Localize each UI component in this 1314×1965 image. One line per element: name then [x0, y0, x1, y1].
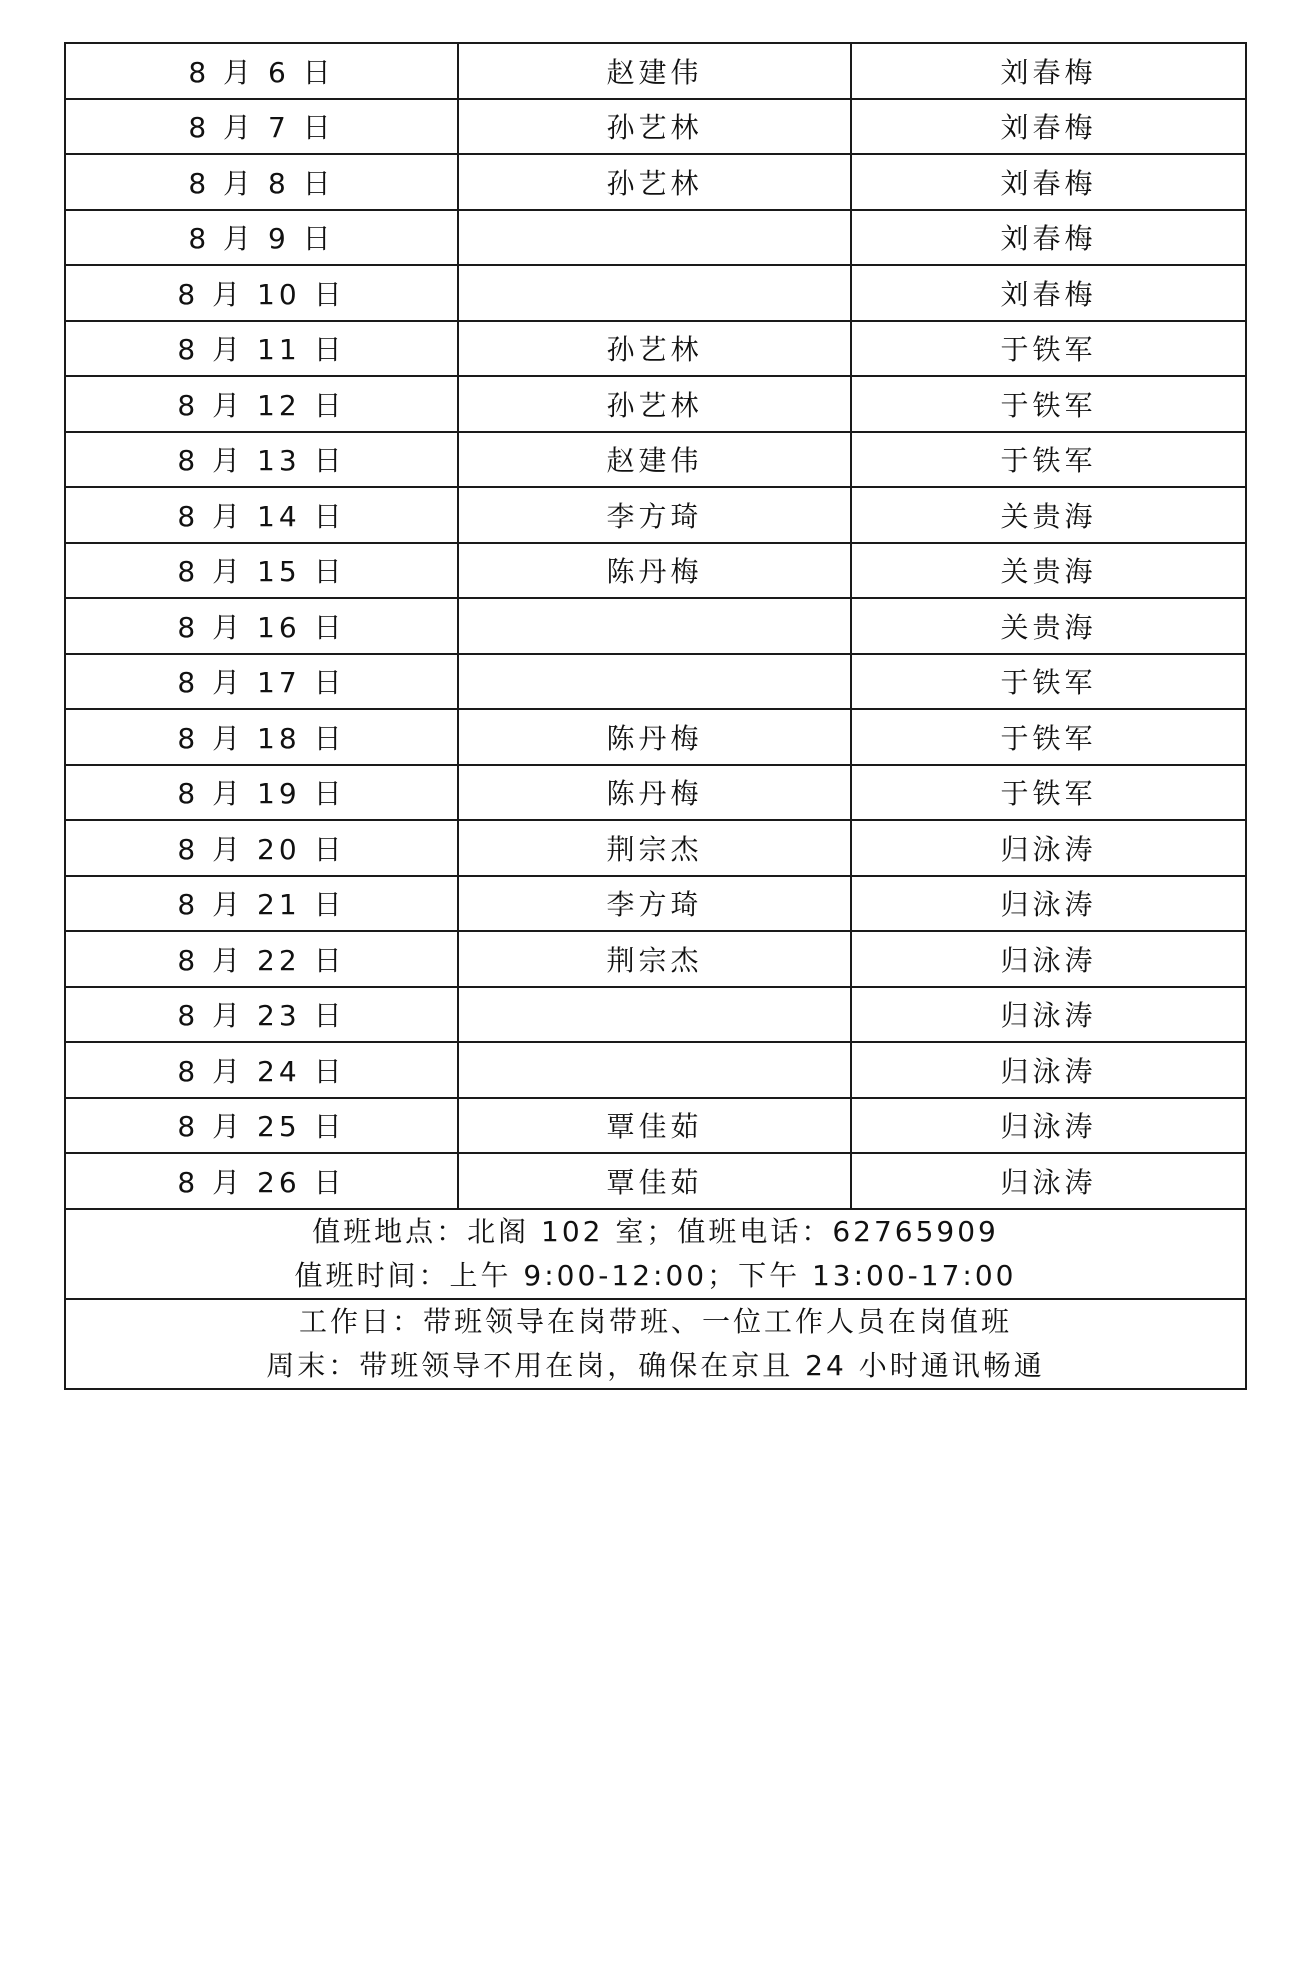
table-row — [65, 265, 1246, 321]
leader-cell: 归泳涛 — [851, 931, 1246, 987]
staff-cell: 陈丹梅 — [458, 543, 851, 599]
weekday-rule: 工作日：带班领导在岗带班、一位工作人员在岗值班 — [298, 1304, 1012, 1338]
date-cell: 8 月 15 日 — [65, 543, 458, 599]
weekend-rule: 周末：带班领导不用在岗，确保在京且 24 小时通讯畅通 — [266, 1348, 1045, 1382]
leader-cell: 归泳涛 — [851, 820, 1246, 876]
table-row — [65, 543, 1246, 599]
table-row — [65, 598, 1246, 654]
leader-cell: 于铁军 — [851, 321, 1246, 377]
date-cell: 8 月 7 日 — [65, 99, 458, 155]
leader-cell: 刘春梅 — [851, 43, 1246, 99]
table-row — [65, 432, 1246, 488]
schedule-body — [65, 43, 1246, 1209]
table-row — [65, 210, 1246, 266]
table-row — [65, 487, 1246, 543]
date-cell: 8 月 18 日 — [65, 709, 458, 765]
leader-cell: 关贵海 — [851, 543, 1246, 599]
leader-cell: 于铁军 — [851, 709, 1246, 765]
leader-cell: 刘春梅 — [851, 265, 1246, 321]
staff-cell: 李方琦 — [458, 876, 851, 932]
leader-cell: 关贵海 — [851, 598, 1246, 654]
table-row — [65, 376, 1246, 432]
staff-cell: 李方琦 — [458, 487, 851, 543]
table-row — [65, 1042, 1246, 1098]
table-row — [65, 654, 1246, 710]
staff-cell — [458, 987, 851, 1043]
leader-cell: 于铁军 — [851, 376, 1246, 432]
contact-info-cell — [65, 1209, 1246, 1299]
leader-cell: 归泳涛 — [851, 876, 1246, 932]
date-cell: 8 月 10 日 — [65, 265, 458, 321]
staff-cell — [458, 265, 851, 321]
leader-cell: 于铁军 — [851, 654, 1246, 710]
staff-cell: 孙艺林 — [458, 154, 851, 210]
duty-schedule-table — [64, 42, 1247, 1390]
table-row — [65, 154, 1246, 210]
leader-cell: 于铁军 — [851, 765, 1246, 821]
table-row — [65, 931, 1246, 987]
staff-cell: 陈丹梅 — [458, 709, 851, 765]
table-row — [65, 876, 1246, 932]
date-cell: 8 月 21 日 — [65, 876, 458, 932]
table-row — [65, 709, 1246, 765]
duty-rules-row — [65, 1299, 1246, 1389]
staff-cell: 孙艺林 — [458, 99, 851, 155]
date-cell: 8 月 22 日 — [65, 931, 458, 987]
leader-cell: 刘春梅 — [851, 154, 1246, 210]
date-cell: 8 月 26 日 — [65, 1153, 458, 1209]
schedule-notes — [65, 1209, 1246, 1389]
staff-cell — [458, 654, 851, 710]
date-cell: 8 月 16 日 — [65, 598, 458, 654]
staff-cell: 孙艺林 — [458, 376, 851, 432]
table-row — [65, 987, 1246, 1043]
leader-cell: 刘春梅 — [851, 99, 1246, 155]
date-cell: 8 月 11 日 — [65, 321, 458, 377]
date-cell: 8 月 23 日 — [65, 987, 458, 1043]
staff-cell: 孙艺林 — [458, 321, 851, 377]
leader-cell: 归泳涛 — [851, 1153, 1246, 1209]
staff-cell — [458, 1042, 851, 1098]
table-row — [65, 99, 1246, 155]
leader-cell: 归泳涛 — [851, 987, 1246, 1043]
date-cell: 8 月 12 日 — [65, 376, 458, 432]
leader-cell: 归泳涛 — [851, 1098, 1246, 1154]
table-row — [65, 1098, 1246, 1154]
date-cell: 8 月 17 日 — [65, 654, 458, 710]
date-cell: 8 月 8 日 — [65, 154, 458, 210]
date-cell: 8 月 25 日 — [65, 1098, 458, 1154]
date-cell: 8 月 20 日 — [65, 820, 458, 876]
leader-cell: 关贵海 — [851, 487, 1246, 543]
date-cell: 8 月 24 日 — [65, 1042, 458, 1098]
date-cell: 8 月 6 日 — [65, 43, 458, 99]
staff-cell: 赵建伟 — [458, 43, 851, 99]
table-row — [65, 1153, 1246, 1209]
duty-hours: 值班时间：上午 9:00-12:00；下午 13:00-17:00 — [294, 1258, 1017, 1292]
staff-cell: 荆宗杰 — [458, 931, 851, 987]
duty-rules-cell — [65, 1299, 1246, 1389]
staff-cell: 荆宗杰 — [458, 820, 851, 876]
staff-cell: 赵建伟 — [458, 432, 851, 488]
leader-cell: 归泳涛 — [851, 1042, 1246, 1098]
staff-cell: 覃佳茹 — [458, 1098, 851, 1154]
date-cell: 8 月 19 日 — [65, 765, 458, 821]
staff-cell: 陈丹梅 — [458, 765, 851, 821]
duty-location-phone: 值班地点：北阁 102 室；值班电话：62765909 — [312, 1214, 999, 1248]
table-row — [65, 820, 1246, 876]
leader-cell: 刘春梅 — [851, 210, 1246, 266]
contact-info-row — [65, 1209, 1246, 1299]
date-cell: 8 月 14 日 — [65, 487, 458, 543]
table-row — [65, 765, 1246, 821]
staff-cell — [458, 598, 851, 654]
staff-cell: 覃佳茹 — [458, 1153, 851, 1209]
table-row — [65, 43, 1246, 99]
staff-cell — [458, 210, 851, 266]
date-cell: 8 月 13 日 — [65, 432, 458, 488]
date-cell: 8 月 9 日 — [65, 210, 458, 266]
leader-cell: 于铁军 — [851, 432, 1246, 488]
table-row — [65, 321, 1246, 377]
